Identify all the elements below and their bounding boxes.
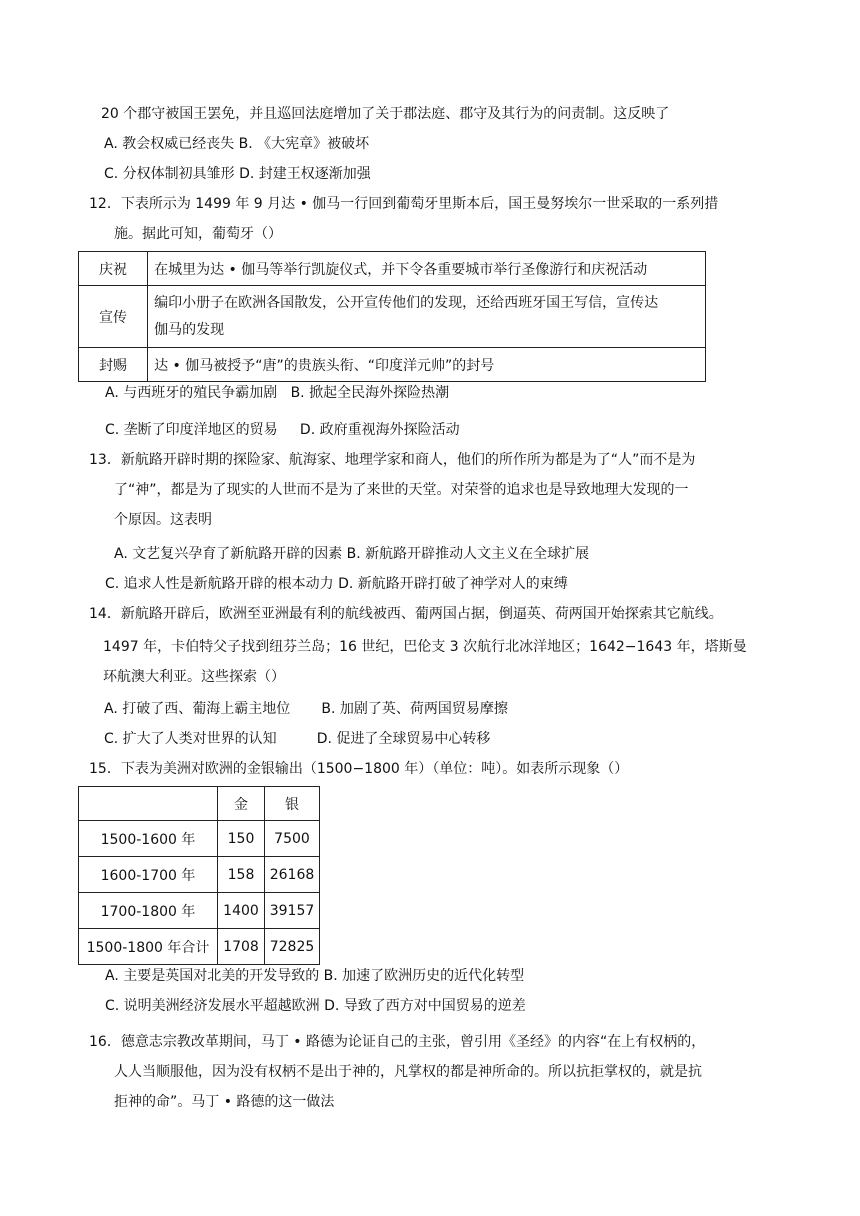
q12-stem-line: 施。据此可知，葡萄牙（） — [114, 226, 282, 242]
table-row — [79, 252, 706, 286]
q13-stem-line: 了“神”，都是为了现实的人世而不是为了来世的天堂。对荣誉的追求也是导致地理大发现的一 — [114, 482, 689, 498]
table-cell: 72825 — [265, 929, 320, 965]
table-cell: 158 — [218, 857, 265, 893]
table-row — [79, 286, 706, 348]
q16-stem-line: 拒神的命”。马丁 • 路德的这一做法 — [114, 1094, 335, 1110]
q15-option-line: A. 主要是英国对北美的开发导致的 B. 加速了欧洲历史的近代化转型 — [105, 968, 525, 984]
q13-option-line: A. 文艺复兴孕育了新航路开辟的因素 B. 新航路开辟推动人文主义在全球扩展 — [114, 546, 590, 562]
table-row — [79, 821, 320, 857]
table-cell: 1708 — [218, 929, 265, 965]
q14-option-line: A. 打破了西、葡海上霸主地位 B. 加剧了英、荷两国贸易摩擦 — [104, 701, 508, 717]
table-cell: 庆祝 — [79, 252, 148, 286]
q14-stem-line: 14．新航路开辟后，欧洲至亚洲最有利的航线被西、葡两国占据，倒逼英、荷两国开始探索其它航线。 — [89, 606, 723, 622]
table-cell: 1400 — [218, 893, 265, 929]
cell-text: 在城里为达 • 伽马等举行凯旋仪式，并下令各重要城市举行圣像游行和庆祝活动 — [154, 261, 648, 278]
table-cell: 26168 — [265, 857, 320, 893]
table-cell — [148, 252, 706, 286]
q14-stem-line: 环航澳大利亚。这些探索（） — [103, 669, 285, 685]
table-cell: 1500-1800 年合计 — [79, 929, 218, 965]
cell-text: 伽马的发现 — [154, 321, 225, 338]
q13-stem-line: 13．新航路开辟时期的探险家、航海家、地理学家和商人，他们的所作所为都是为了“人”而不是为 — [89, 452, 696, 468]
table-cell — [148, 348, 706, 382]
q12-option-line: A. 与西班牙的殖民争霸加剧 B. 掀起全民海外探险热潮 — [105, 385, 450, 401]
table-row — [79, 929, 320, 965]
q12-stem-line: 12．下表所示为 1499 年 9 月达 • 伽马一行回到葡萄牙里斯本后，国王曼努埃尔一世采取的一系列措 — [89, 196, 719, 212]
q12-table — [78, 251, 706, 382]
q11-option-line: A. 教会权威已经丧失 B. 《大宪章》被破坏 — [104, 136, 370, 152]
q13-stem-line: 个原因。这表明 — [114, 512, 212, 528]
cell-text: 达 • 伽马被授予“唐”的贵族头衔、“印度洋元帅”的封号 — [154, 357, 495, 374]
table-cell: 7500 — [265, 821, 320, 857]
table-cell: 宣传 — [79, 286, 148, 348]
q15-stem-line: 15．下表为美洲对欧洲的金银输出（1500−1800 年）（单位：吨）。如表所示现象（） — [89, 761, 629, 777]
table-cell: 1500-1600 年 — [79, 821, 218, 857]
table-header-cell: 金 — [218, 787, 265, 821]
cell-text: 编印小册子在欧洲各国散发，公开宣传他们的发现，还给西班牙国王写信，宣传达 — [154, 294, 659, 311]
q13-option-line: C. 追求人性是新航路开辟的根本动力 D. 新航路开辟打破了神学对人的束缚 — [105, 576, 568, 592]
table-header-cell: 银 — [265, 787, 320, 821]
q14-option-line: C. 扩大了人类对世界的认知 D. 促进了全球贸易中心转移 — [104, 731, 491, 747]
table-row — [79, 787, 320, 821]
table-cell: 1600-1700 年 — [79, 857, 218, 893]
table-row — [79, 893, 320, 929]
table-cell: 1700-1800 年 — [79, 893, 218, 929]
table-row — [79, 857, 320, 893]
q11-option-line: C. 分权体制初具雏形 D. 封建王权逐渐加强 — [104, 166, 371, 182]
table-cell: 150 — [218, 821, 265, 857]
q16-stem-line: 人人当顺服他，因为没有权柄不是出于神的，凡掌权的都是神所命的。所以抗拒掌权的，就是抗 — [114, 1064, 702, 1080]
q11-stem-line: 20 个郡守被国王罢免，并且巡回法庭增加了关于郡法庭、郡守及其行为的问责制。这反映了 — [101, 106, 670, 122]
table-cell — [148, 286, 706, 348]
table-cell: 封赐 — [79, 348, 148, 382]
table-row — [79, 348, 706, 382]
q15-option-line: C. 说明美洲经济发展水平超越欧洲 D. 导致了西方对中国贸易的逆差 — [105, 998, 526, 1014]
q15-table — [78, 786, 320, 965]
q16-stem-line: 16．德意志宗教改革期间，马丁 • 路德为论证自己的主张，曾引用《圣经》的内容“在上有权柄的， — [89, 1034, 706, 1050]
q14-stem-line: 1497 年，卡伯特父子找到纽芬兰岛；16 世纪，巴伦支 3 次航行北冰洋地区；1642−1643 年，塔斯曼 — [103, 639, 747, 655]
q12-option-line: C. 垄断了印度洋地区的贸易 D. 政府重视海外探险活动 — [105, 422, 460, 438]
table-cell: 39157 — [265, 893, 320, 929]
table-header-cell — [79, 787, 218, 821]
